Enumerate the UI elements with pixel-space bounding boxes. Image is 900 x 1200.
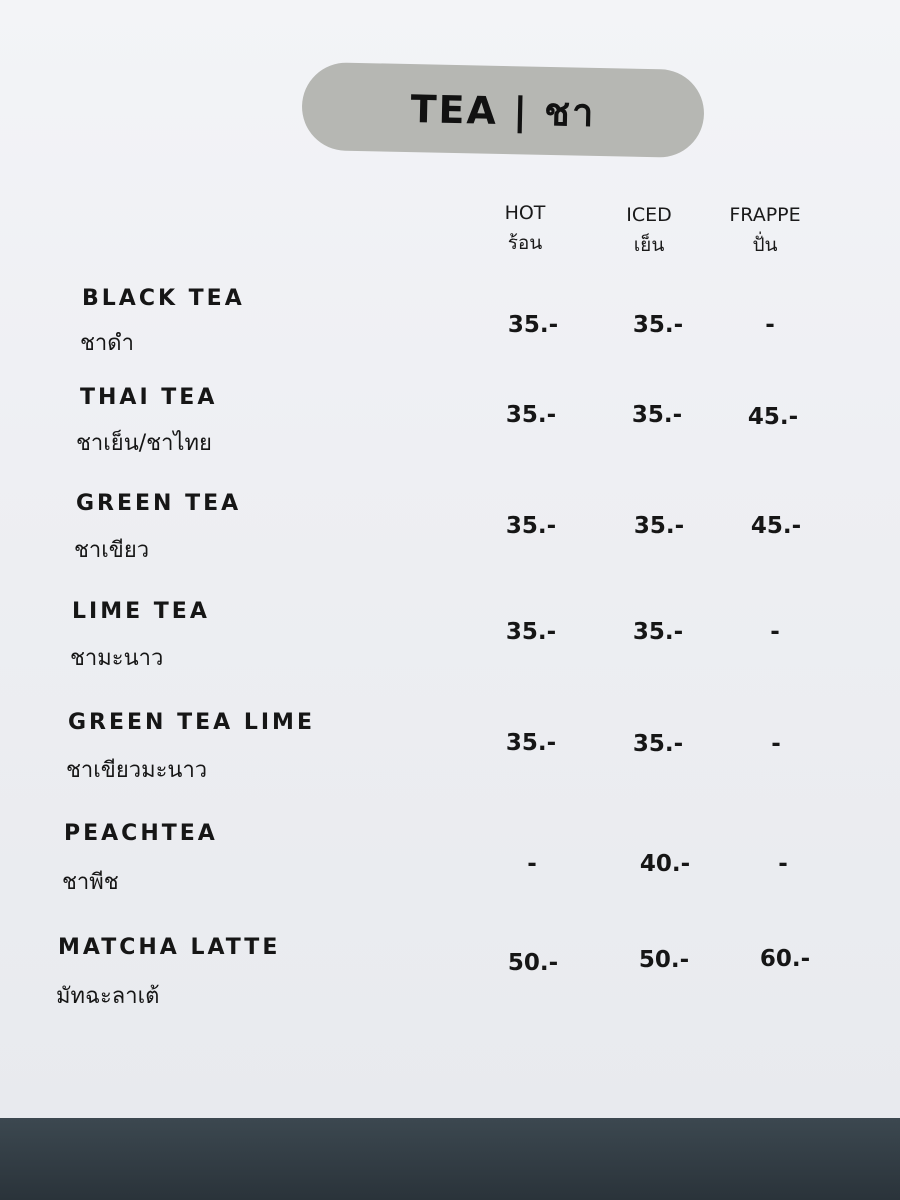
column-header-frappe-th: ปั่น [752,234,778,256]
price-frappe: - [770,619,780,645]
price-frappe: 45.- [750,513,802,539]
item-name-en: GREEN TEA [76,491,242,516]
price-hot: 35.- [505,730,557,756]
column-header-frappe-en: FRAPPE [729,204,801,226]
price-hot: 35.- [505,402,557,428]
item-name-th: ชามะนาว [70,646,164,671]
column-header-hot [465,198,585,258]
item-name-th: ชาเขียว [74,538,150,563]
price-iced: 35.- [631,402,683,428]
price-frappe: - [765,312,775,338]
item-name-en: BLACK TEA [82,286,245,311]
item-name-th: ชาพีช [62,870,119,895]
column-header-hot-en: HOT [504,202,546,224]
price-iced: 35.- [632,312,684,338]
column-header-iced [589,200,709,260]
item-name-en: LIME TEA [72,599,210,624]
price-frappe: 60.- [759,946,811,972]
price-hot: 50.- [507,950,559,976]
column-header-hot-th: ร้อน [507,232,543,254]
item-name-th: มัทฉะลาเต้ [56,984,160,1009]
item-name-th: ชาเย็น/ชาไทย [76,431,212,456]
price-hot: 35.- [505,513,557,539]
price-iced: 40.- [639,851,691,877]
item-name-en: PEACHTEA [64,821,218,846]
price-hot: - [527,851,537,877]
price-hot: 35.- [507,312,559,338]
price-iced: 50.- [638,947,690,973]
item-name-en: THAI TEA [80,385,218,410]
price-iced: 35.- [633,513,685,539]
price-hot: 35.- [505,619,557,645]
price-iced: 35.- [632,731,684,757]
price-frappe: 45.- [747,404,799,430]
column-header-iced-th: เย็น [633,234,665,256]
price-iced: 35.- [632,619,684,645]
item-name-en: GREEN TEA LIME [68,710,315,735]
price-frappe: - [778,851,788,877]
price-frappe: - [771,731,781,757]
menu-title: TEA | ชา [410,86,596,135]
item-name-th: ชาดำ [80,331,134,356]
item-name-th: ชาเขียวมะนาว [66,758,208,783]
menu-title-badge [301,62,705,158]
background-surface [0,1118,900,1200]
column-header-iced-en: ICED [626,204,672,226]
column-header-frappe [705,200,825,260]
item-name-en: MATCHA LATTE [58,935,281,960]
